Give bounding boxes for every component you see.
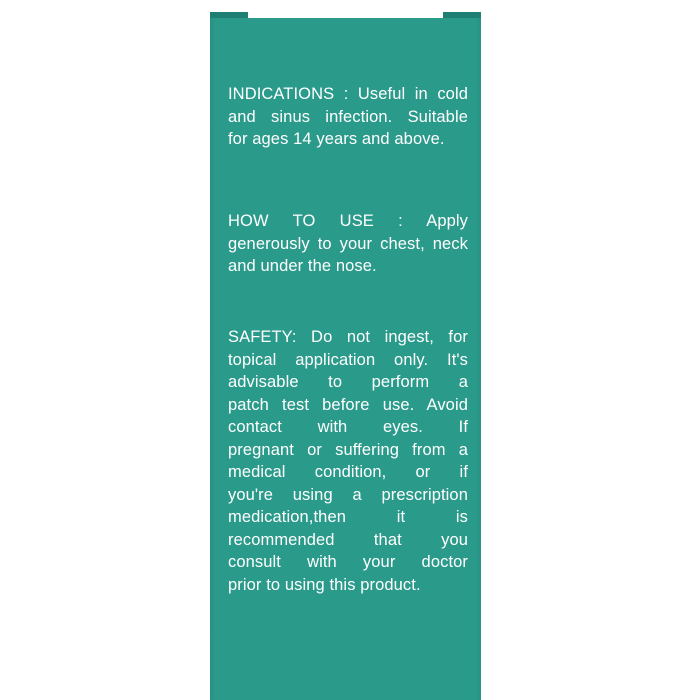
safety-line: consult with your doctor (228, 553, 468, 571)
safety-section (228, 326, 468, 596)
safety-line: topical application only. It's (228, 350, 468, 369)
safety-line: advisable to perform a (228, 373, 468, 391)
safety-line: you're using a prescription (228, 485, 468, 504)
safety-line: SAFETY: Do not ingest, for (228, 328, 468, 346)
how-to-use-line: generously to your chest, neck (228, 234, 468, 253)
how-to-use-line: and under the nose. (228, 257, 377, 275)
safety-line: medical condition, or if (228, 463, 468, 481)
safety-line: pregnant or suffering from a (228, 440, 468, 459)
indications-line: for ages 14 years and above. (228, 130, 445, 148)
how-to-use-section (228, 210, 468, 278)
indications-line: and sinus infection. Suitable (228, 107, 468, 126)
safety-line: medication,then it is (228, 508, 468, 526)
indications-line: INDICATIONS : Useful in cold (228, 85, 468, 103)
safety-line: recommended that you (228, 530, 468, 549)
safety-line: contact with eyes. If (228, 418, 468, 436)
how-to-use-line: HOW TO USE : Apply (228, 212, 468, 230)
safety-line: patch test before use. Avoid (228, 395, 468, 414)
indications-section (228, 83, 468, 151)
safety-line: prior to using this product. (228, 575, 421, 594)
